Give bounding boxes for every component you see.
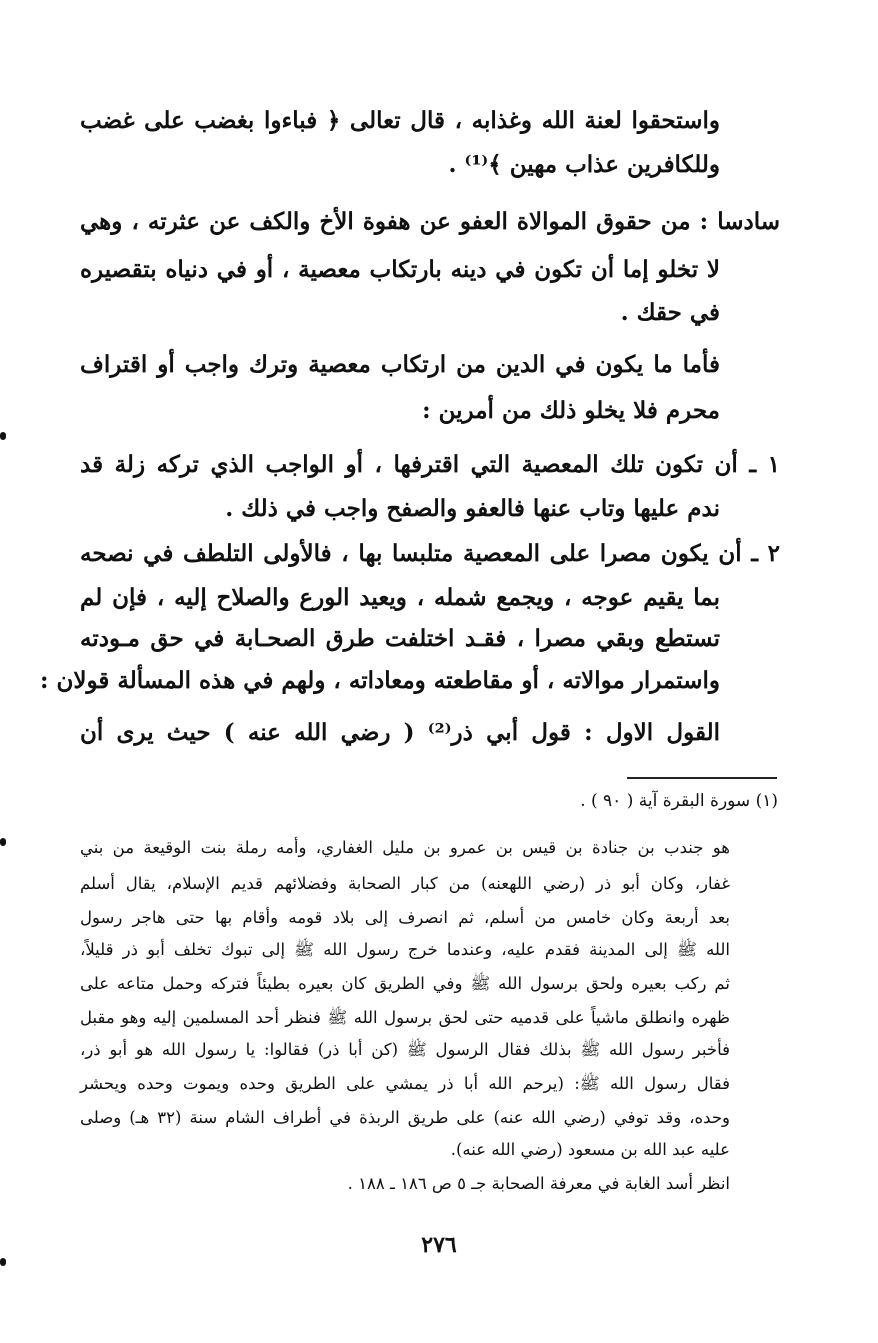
body-line-14 [80, 718, 720, 748]
body-line-3 [80, 207, 780, 237]
body-line-11: بما يقيم عوجه ، ويجمع شمله ، ويعيد الورع والصلاح إليه ، فإن لم [80, 584, 720, 611]
body-line-12: تستطع وبقي مصرا ، فقـد اختلفت طرق الصحـابة في حق مـودته [80, 625, 720, 652]
footnote-2-line-3: بعد أربعة وكان خامس من أسلم، ثم انصرف إلى بلاد قومه وأقام بها حتى هاجر رسول [80, 908, 730, 927]
footnote-separator [627, 777, 777, 779]
body-line-13: واستمرار موالاته ، أو مقاطعته ومعاداته ، ولهم في هذه المسألة قولان : [40, 667, 720, 694]
footnote-2-source: انظر أسد الغابة في معرفة الصحابة جـ ٥ ص ١٨٦ ـ ١٨٨ . [347, 1174, 730, 1193]
section-text: من حقوق الموالاة العفو عن هفوة الأخ والكف عن عثرته ، وهي [80, 208, 691, 235]
page-number: ٢٧٦ [421, 1232, 457, 1258]
footnote-2-line-9: وحده، وقد توفي (رضي الله عنه) على طريق الربذة في أطراف الشام سنة (٣٢ هـ) وصلى [80, 1108, 731, 1127]
body-line-9: ندم عليها وتاب عنها فالعفو والصفح واجب في ذلك . [225, 495, 720, 522]
body-line-2: وللكافرين عذاب مهين ﴾⁽¹⁾ . [448, 151, 720, 178]
first-opinion-text: قول أبي ذر⁽²⁾ ( رضي الله عنه ) حيث يرى أن [80, 719, 571, 746]
footnote-2-line-6: ظهره وانطلق ماشياً على قدميه حتى لحق برسول الله ﷺ فنظر أحد المسلمين إليه وهو مقبل [80, 1008, 730, 1027]
footnote-2-line-1: هو جندب بن جنادة بن قيس بن عمرو بن مليل الغفاري، وأمه رملة بنت الوقيعة من بني [80, 838, 730, 857]
scan-mark-3 [0, 1258, 6, 1266]
footnote-2-line-5: ثم ركب بعيره ولحق برسول الله ﷺ وفي الطريق كان بعيره بطيئاً فتركه وحمل متاعه على [80, 974, 730, 993]
footnote-2-line-8: فقال رسول الله ﷺ: (يرحم الله أبا ذر يمشي على الطريق وحده ويموت وحده ويحشر [80, 1074, 730, 1093]
body-line-4: لا تخلو إما أن تكون في دينه بارتكاب معصية ، أو في دنياه بتقصيره [80, 256, 720, 283]
scan-mark-1 [0, 432, 6, 440]
footnote-1: (١) سورة البقرة آية ( ٩٠ ) . [580, 791, 778, 811]
body-line-10: ٢ ـ أن يكون مصرا على المعصية متلبسا بها ، فالأولى التلطف في نصحه [80, 540, 780, 567]
body-line-8: ١ ـ أن تكون تلك المعصية التي اقترفها ، أو الواجب الذي تركه زلة قد [80, 451, 780, 478]
first-opinion-lead: القول الاول : [584, 719, 720, 746]
section-lead-sixth: سادسا : [699, 208, 781, 235]
footnote-2-line-7: فأخبر رسول الله ﷺ بذلك فقال الرسول ﷺ (كن أبا ذر) فقالوا: يا رسول الله هو أبو ذر، [80, 1040, 730, 1059]
footnote-2-line-4: الله ﷺ إلى المدينة فقدم عليه، وعندما خرج رسول الله ﷺ إلى تبوك تخلف أبو ذر قليلاً، [80, 940, 730, 959]
footnote-2-line-10: عليه عبد الله بن مسعود (رضي الله عنه). [450, 1140, 730, 1159]
body-line-7: محرم فلا يخلو ذلك من أمرين : [422, 397, 720, 424]
body-line-5: في حقك . [620, 299, 720, 326]
footnote-2-line-2: غفار، وكان أبو ذر (رضي اللهعنه) من كبار الصحابة وفضلائهم قديم الإسلام، يقال أسلم [80, 874, 730, 893]
scan-mark-2 [0, 838, 6, 846]
body-line-6: فأما ما يكون في الدين من ارتكاب معصية وترك واجب أو اقتراف [80, 351, 720, 378]
body-line-1: واستحقوا لعنة الله وغذابه ، قال تعالى ﴿ فباءوا بغضب على غضب [80, 107, 720, 134]
